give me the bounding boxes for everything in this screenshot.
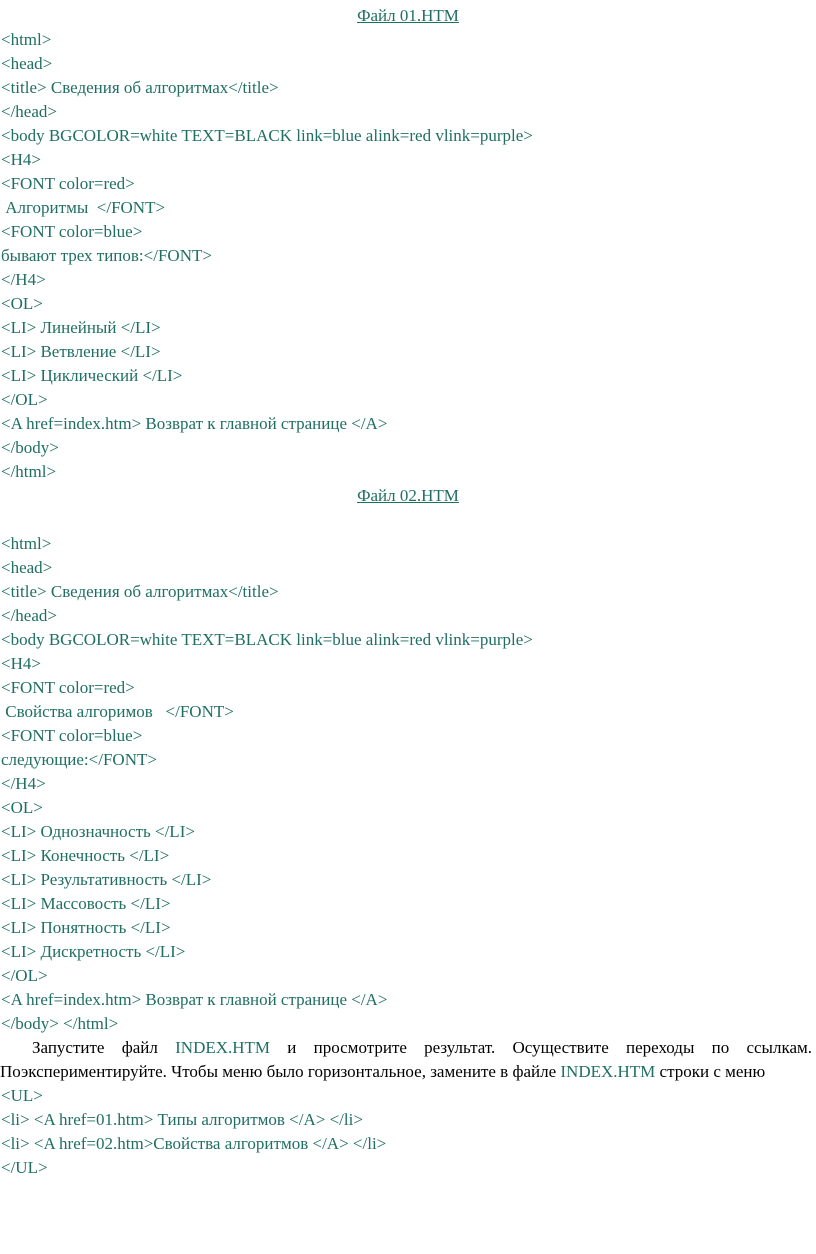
code-line: <FONT color=blue> <box>1 726 143 745</box>
code-line: <A href=index.htm> Возврат к главной странице </A> <box>1 990 388 1009</box>
code-line: <LI> Циклический </LI> <box>1 366 183 385</box>
code-line: <title> Сведения об алгоритмах</title> <box>1 78 279 97</box>
code-line: <H4> <box>1 654 41 673</box>
code-line: </html> <box>1 462 57 481</box>
code-line: <title> Сведения об алгоритмах</title> <box>1 582 279 601</box>
code-line: <body BGCOLOR=white TEXT=BLACK link=blue alink=red vlink=purple> <box>1 630 533 649</box>
code-line: <html> <box>1 534 52 553</box>
file1-heading: Файл 01.HTM <box>357 6 459 25</box>
menu-code-block <box>0 1084 816 1180</box>
code-line: </H4> <box>1 774 46 793</box>
file2-code-block <box>0 532 816 1036</box>
file1-code-block <box>0 28 816 484</box>
code-line: <li> <A href=01.htm> Типы алгоритмов </A> </li> <box>1 1110 363 1129</box>
code-line: <FONT color=red> <box>1 678 135 697</box>
code-line: <FONT color=blue> <box>1 222 143 241</box>
code-line: <A href=index.htm> Возврат к главной странице </A> <box>1 414 388 433</box>
code-line: </head> <box>1 102 57 121</box>
code-line: <LI> Понятность </LI> <box>1 918 171 937</box>
code-line: <H4> <box>1 150 41 169</box>
code-line: <LI> Дискретность </LI> <box>1 942 186 961</box>
code-line: <LI> Линейный </LI> <box>1 318 161 337</box>
code-line: <LI> Ветвление </LI> <box>1 342 161 361</box>
code-line: Свойства алгоримов </FONT> <box>1 702 234 721</box>
code-line: <UL> <box>1 1086 43 1105</box>
code-line: </head> <box>1 606 57 625</box>
code-line: </H4> <box>1 270 46 289</box>
code-line: <LI> Однозначность </LI> <box>1 822 195 841</box>
code-line: <LI> Конечность </LI> <box>1 846 170 865</box>
code-line: </body> <box>1 438 59 457</box>
code-line: <head> <box>1 558 53 577</box>
code-line: <li> <A href=02.htm>Свойства алгоритмов </A> </li> <box>1 1134 387 1153</box>
code-line: следующие:</FONT> <box>1 750 157 769</box>
code-line: бывают трех типов:</FONT> <box>1 246 212 265</box>
instruction-text-1: Запустите файл <box>32 1038 176 1057</box>
code-line: <LI> Массовость </LI> <box>1 894 171 913</box>
code-line: <FONT color=red> <box>1 174 135 193</box>
code-line: <html> <box>1 30 52 49</box>
code-line: Алгоритмы </FONT> <box>1 198 166 217</box>
code-line: <OL> <box>1 294 43 313</box>
code-line: <body BGCOLOR=white TEXT=BLACK link=blue alink=red vlink=purple> <box>1 126 533 145</box>
code-line: </UL> <box>1 1158 48 1177</box>
code-line: </OL> <box>1 966 48 985</box>
code-line: </OL> <box>1 390 48 409</box>
spacer <box>0 508 816 532</box>
code-line: <OL> <box>1 798 43 817</box>
file2-heading: Файл 02.HTM <box>357 486 459 505</box>
instruction-text-2: и просмотрите результат. Осуществите переходы по ссылкам. Поэкспериментируйте. Чтобы меню было горизонтальное, замените в файле <box>0 1038 813 1081</box>
instruction-filename-1: INDEX.HTM <box>175 1038 271 1057</box>
code-line: <LI> Результативность </LI> <box>1 870 212 889</box>
instruction-text-3: строки с меню <box>655 1062 766 1081</box>
instruction-paragraph <box>0 1036 816 1084</box>
instruction-filename-2: INDEX.HTM <box>560 1062 656 1081</box>
code-line: <head> <box>1 54 53 73</box>
code-line: </body> </html> <box>1 1014 119 1033</box>
